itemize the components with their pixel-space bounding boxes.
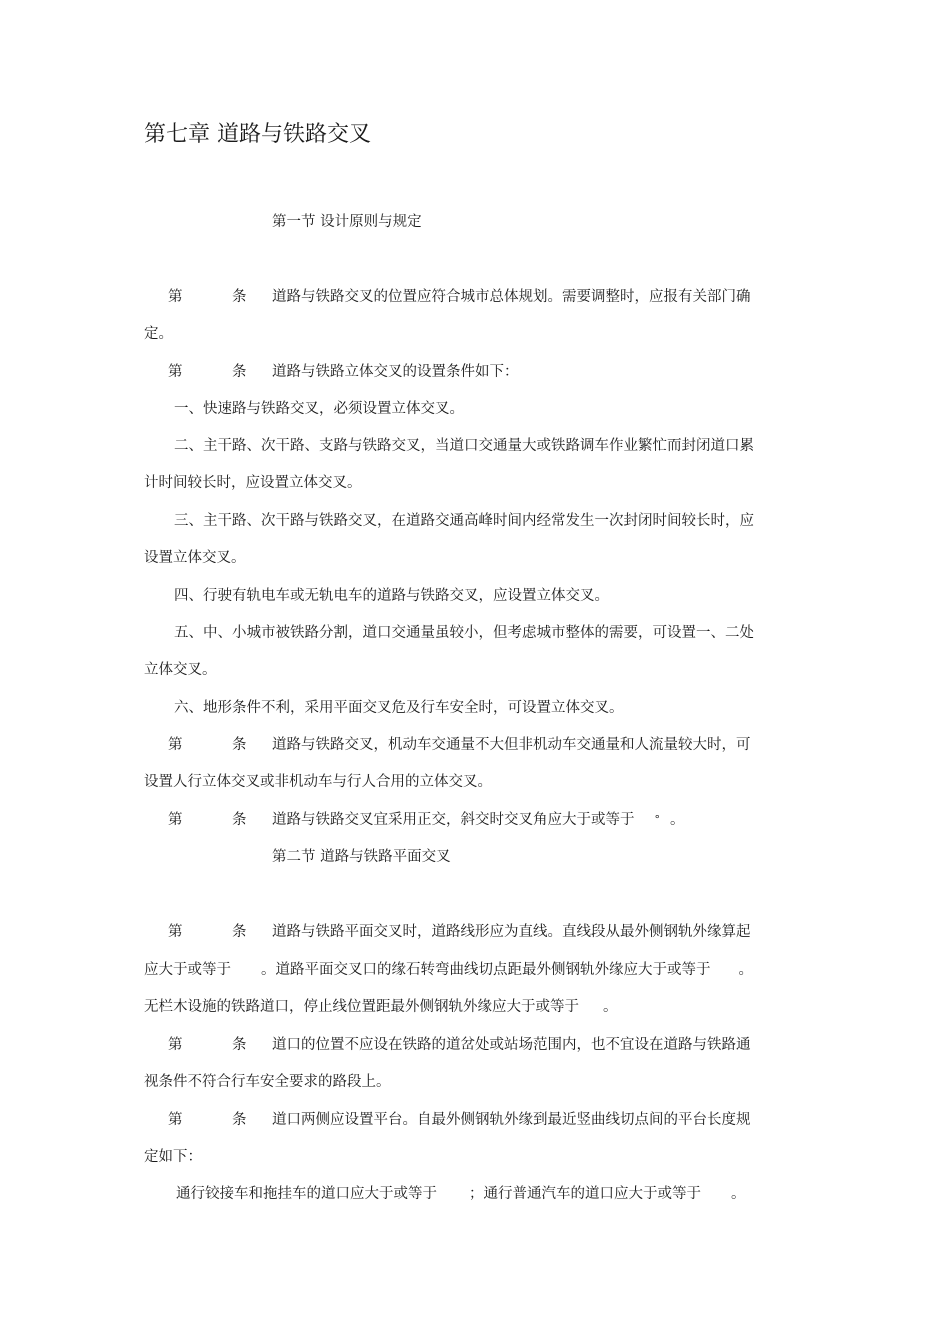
section-title: 第一节 设计原则与规定 [272, 214, 422, 230]
article-text: 道路与铁路交叉，机动车交通量不大但非机动车交通量和人流量较大时，可 [272, 737, 751, 753]
platform-text-part: 。 [731, 1186, 746, 1202]
article-text: 视条件不符合行车安全要求的路段上。 [144, 1074, 391, 1090]
platform-text-part: 通行铰接车和拖挂车的道口应大于或等于 [176, 1186, 437, 1202]
article-text: 设置人行立体交叉或非机动车与行人合用的立体交叉。 [144, 774, 492, 790]
article-text-part: 。 [603, 999, 618, 1015]
condition-item: 二、主干路、次干路、支路与铁路交叉，当道口交通量大或铁路调车作业繁忙而封闭道口累 [174, 438, 754, 454]
article-text-part: 。 [738, 962, 753, 978]
article-text: 道口两侧应设置平台。自最外侧钢轨外缘到最近竖曲线切点间的平台长度规 [272, 1112, 751, 1128]
article-text [144, 997, 618, 1017]
article-label-di: 第 [168, 1037, 183, 1053]
condition-item: 五、中、小城市被铁路分割，道口交通量虽较小，但考虑城市整体的需要，可设置一、二处 [174, 625, 754, 641]
article-text: 定。 [144, 326, 173, 342]
article-label-di: 第 [168, 1112, 183, 1128]
article-text-part: 应大于或等于 [144, 962, 231, 978]
article-text-part: 道路与铁路交叉宜采用正交，斜交时交叉角应大于或等于 [272, 812, 635, 828]
article-text-part: 。道路平面交叉口的缘石转弯曲线切点距最外侧钢轨外缘应大于或等于 [261, 962, 711, 978]
condition-item-cont: 立体交叉。 [144, 662, 217, 678]
platform-length-line [176, 1184, 746, 1204]
article-label-di: 第 [168, 289, 183, 305]
condition-item-cont: 设置立体交叉。 [144, 550, 246, 566]
article-label-di: 第 [168, 364, 183, 380]
article-text: 道路与铁路平面交叉时，道路线形应为直线。直线段从最外侧钢轨外缘算起 [272, 924, 751, 940]
article-text: 道路与铁路立体交叉的设置条件如下： [272, 364, 519, 380]
article-text-part: 无栏木设施的铁路道口，停止线位置距最外侧钢轨外缘应大于或等于 [144, 999, 579, 1015]
condition-item: 三、主干路、次干路与铁路交叉，在道路交通高峰时间内经常发生一次封闭时间较长时，应 [174, 513, 754, 529]
section-title: 第二节 道路与铁路平面交叉 [272, 849, 451, 865]
platform-text-part: ；通行普通汽车的道口应大于或等于 [469, 1186, 701, 1202]
article-label-tiao: 条 [232, 1037, 247, 1053]
article-text: 道口的位置不应设在铁路的道岔处或站场范围内，也不宜设在道路与铁路通 [272, 1037, 751, 1053]
article-text: 道路与铁路交叉的位置应符合城市总体规划。需要调整时，应报有关部门确 [272, 289, 751, 305]
condition-item: 一、快速路与铁路交叉，必须设置立体交叉。 [174, 401, 464, 417]
article-label-tiao: 条 [232, 289, 247, 305]
article-text: 定如下： [144, 1149, 202, 1165]
condition-item: 六、地形条件不利，采用平面交叉危及行车安全时，可设置立体交叉。 [174, 700, 624, 716]
article-label-tiao: 条 [232, 1112, 247, 1128]
degree-symbol: ° [654, 813, 660, 826]
article-label-di: 第 [168, 924, 183, 940]
article-label-di: 第 [168, 737, 183, 753]
article-text [144, 960, 753, 980]
article-label-tiao: 条 [232, 812, 247, 828]
article-label-tiao: 条 [232, 924, 247, 940]
article-label-tiao: 条 [232, 737, 247, 753]
condition-item-cont: 计时间较长时，应设置立体交叉。 [144, 475, 362, 491]
chapter-title: 第七章 道路与铁路交叉 [144, 122, 371, 147]
article-label-tiao: 条 [232, 364, 247, 380]
condition-item: 四、行驶有轨电车或无轨电车的道路与铁路交叉，应设置立体交叉。 [174, 588, 609, 604]
article-text [272, 810, 685, 830]
article-text-part: 。 [670, 812, 685, 828]
article-label-di: 第 [168, 812, 183, 828]
